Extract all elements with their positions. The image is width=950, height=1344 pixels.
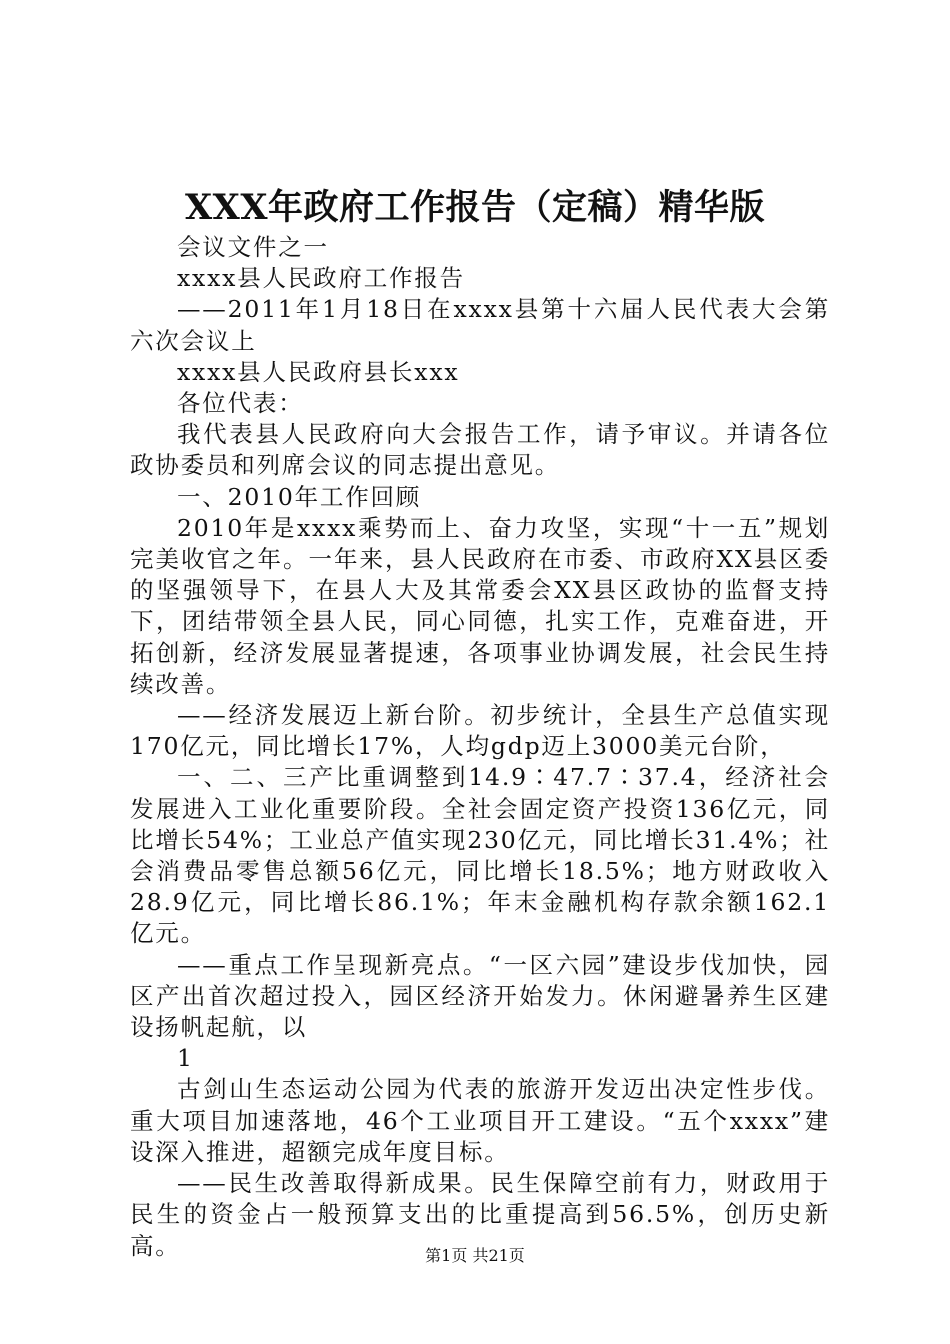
page-marker: 1 — [177, 1044, 194, 1073]
paragraph: 会议文件之一 — [177, 233, 329, 261]
paragraph: ——2011年1月18日在xxxx县第十六届人民代表大会第六次会议上 — [130, 295, 830, 355]
paragraph: 2010年是xxxx乘势而上、奋力攻坚，实现“十一五”规划完美收官之年。一年来，县人民政府在市委、市政府XX县区委的坚强领导下，在县人大及其常委会XX县区政协的监督支持下，团结带领全县人民，同心同德，扎实工作，克难奋进，开拓创新，经济发展显著提速，各项事业协调发展，社会民生持续改善。 — [130, 513, 830, 698]
paragraph: 一、二、三产比重调整到14.9∶47.7∶37.4，经济社会发展进入工业化重要阶段。全社会固定资产投资136亿元，同比增长54%；工业总产值实现230亿元，同比增长31.4%；社会消费品零售总额56亿元，同比增长18.5%；地方财政收入28.9亿元，同比增长86.1%；年末金融机构存款余额162.1亿元。 — [130, 763, 830, 948]
paragraph: xxxx县人民政府工作报告 — [177, 264, 465, 293]
document-body — [130, 232, 830, 1262]
paragraph: 我代表县人民政府向大会报告工作，请予审议。并请各位政协委员和列席会议的同志提出意见。 — [130, 420, 830, 480]
paragraph: ——民生改善取得新成果。民生保障空前有力，财政用于民生的资金占一般预算支出的比重提高到56.5%，创历史新高。 — [130, 1169, 830, 1260]
paragraph: ——经济发展迈上新台阶。初步统计，全县生产总值实现170亿元，同比增长17%，人均gdp迈上3000美元台阶， — [130, 701, 830, 761]
paragraph: xxxx县人民政府县长xxx — [177, 357, 460, 386]
page-footer: 第1页 共21页 — [425, 1246, 525, 1265]
paragraph: 古剑山生态运动公园为代表的旅游开发迈出决定性步伐。重大项目加速落地，46个工业项目开工建设。“五个xxxx”建设深入推进，超额完成年度目标。 — [130, 1075, 830, 1166]
paragraph: ——重点工作呈现新亮点。“一区六园”建设步伐加快，园区产出首次超过投入，园区经济开始发力。休闲避暑养生区建设扬帆起航，以 — [130, 950, 830, 1042]
paragraph: 各位代表： — [177, 389, 304, 418]
document-title: XXX年政府工作报告（定稿）精华版 — [185, 187, 765, 228]
section-heading: 一、2010年工作回顾 — [177, 482, 422, 511]
